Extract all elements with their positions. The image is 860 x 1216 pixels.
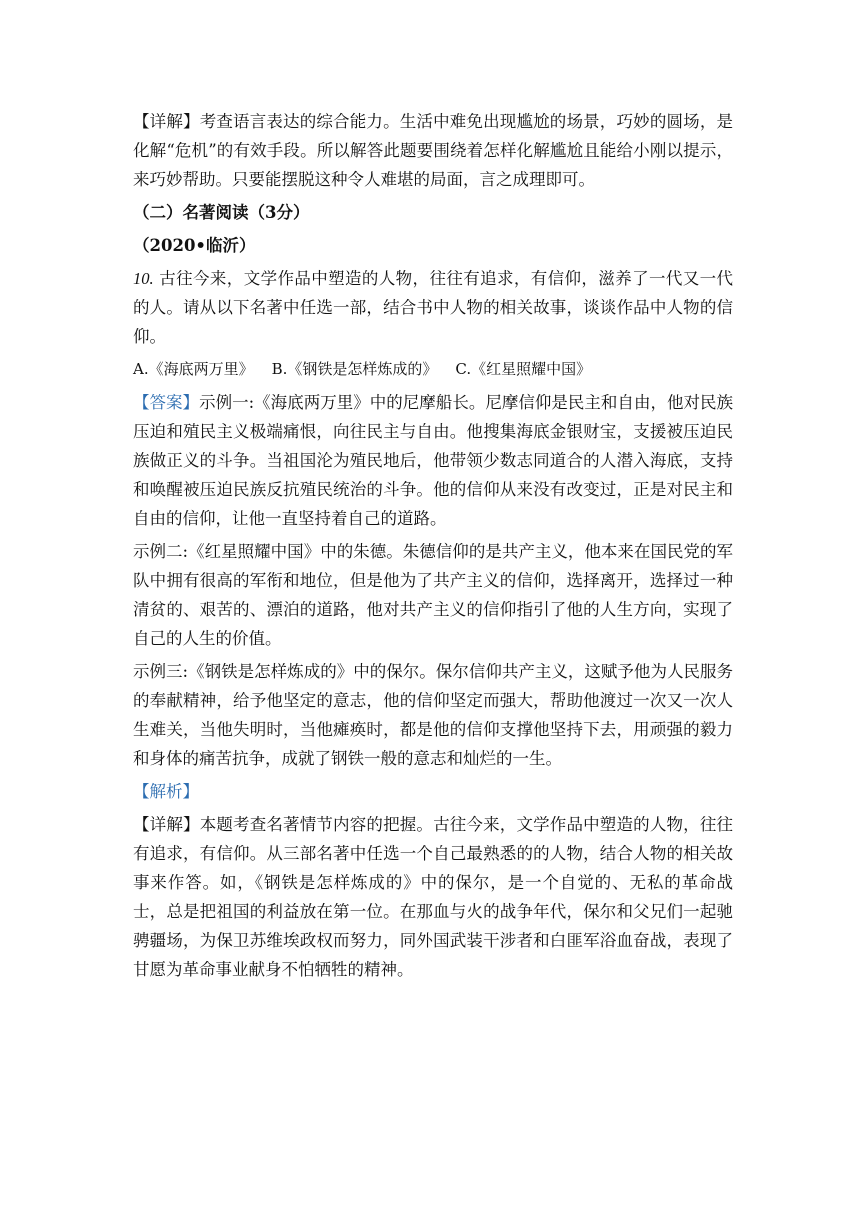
detail-text: 考查语言表达的综合能力。生活中难免出现尴尬的场景，巧妙的圆场，是化解“危机”的有效手段。所以解答此题要围绕着怎样化解尴尬且能给小刚以提示，来巧妙帮助。只要能摆脱这种令人难堪的局面，言之成理即可。 [133, 112, 734, 189]
detail-2-text: 本题考查名著情节内容的把握。古往今来，文学作品中塑造的人物，往往有追求，有信仰。从三部名著中任选一个自己最熟悉的的人物，结合人物的相关故事来作答。如，《钢铁是怎样炼成的》中的保尔，是一个自觉的、无私的革命战士，总是把祖国的利益放在第一位。在那血与火的战争年代，保尔和父兄们一起驰骋疆场，为保卫苏维埃政权而努力，同外国武装干涉者和白匪军浴血奋战，表现了甘愿为革命事业献身不怕牺牲的精神。 [133, 815, 734, 979]
answer-example-1 [133, 388, 733, 533]
options-row [133, 355, 733, 384]
answer-example-3: 示例三:《钢铁是怎样炼成的》中的保尔。保尔信仰共产主义，这赋予他为人民服务的奉献精神，给予他坚定的意志，他的信仰坚定而强大，帮助他渡过一次又一次人生难关，当他失明时，当他瘫痪时，都是他的信仰支撑他坚持下去，用顽强的毅力和身体的痛苦抗争，成就了钢铁一般的意志和灿烂的一生。 [133, 662, 733, 768]
detail-tag: 【详解】 [133, 112, 200, 131]
document-content [133, 107, 733, 984]
answer-tag: 【答案】 [133, 393, 200, 412]
detail-2-tag: 【详解】 [133, 815, 200, 834]
paragraph-detail-1 [133, 107, 733, 194]
answer-example-2: 示例二:《红星照耀中国》中的朱德。朱德信仰的是共产主义，他本来在国民党的军队中拥有很高的军衔和地位，但是他为了共产主义的信仰，选择离开，选择过一种清贫的、艰苦的、漂泊的道路，他对共产主义的信仰指引了他的人生方向，实现了自己的人生的价值。 [133, 542, 733, 648]
option-c: C.《红星照耀中国》 [455, 360, 592, 378]
question-10 [133, 264, 733, 351]
source-label: （2020•临沂） [133, 236, 256, 255]
paragraph-detail-2 [133, 810, 733, 984]
option-b: B.《钢铁是怎样炼成的》 [271, 360, 438, 378]
answer-example-1-text: 示例一:《海底两万里》中的尼摩船长。尼摩信仰是民主和自由，他对民族压迫和殖民主义极端痛恨，向往民主与自由。他搜集海底金银财宝，支援被压迫民族做正义的斗争。当祖国沦为殖民地后，他带领少数志同道合的人潜入海底，支持和唤醒被压迫民族反抗殖民统治的斗争。他的信仰从来没有改变过，正是对民主和自由的信仰，让他一直坚持着自己的道路。 [133, 393, 734, 528]
analysis-tag: 【解析】 [133, 782, 199, 801]
question-number: 10. [133, 269, 154, 288]
option-a: A.《海底两万里》 [133, 360, 254, 378]
question-text: 古往今来，文学作品中塑造的人物，往往有追求，有信仰，滋养了一代又一代的人。请从以下名著中任选一部，结合书中人物的相关故事，谈谈作品中人物的信仰。 [133, 269, 734, 346]
section-heading: （二）名著阅读（3分） [133, 203, 310, 222]
